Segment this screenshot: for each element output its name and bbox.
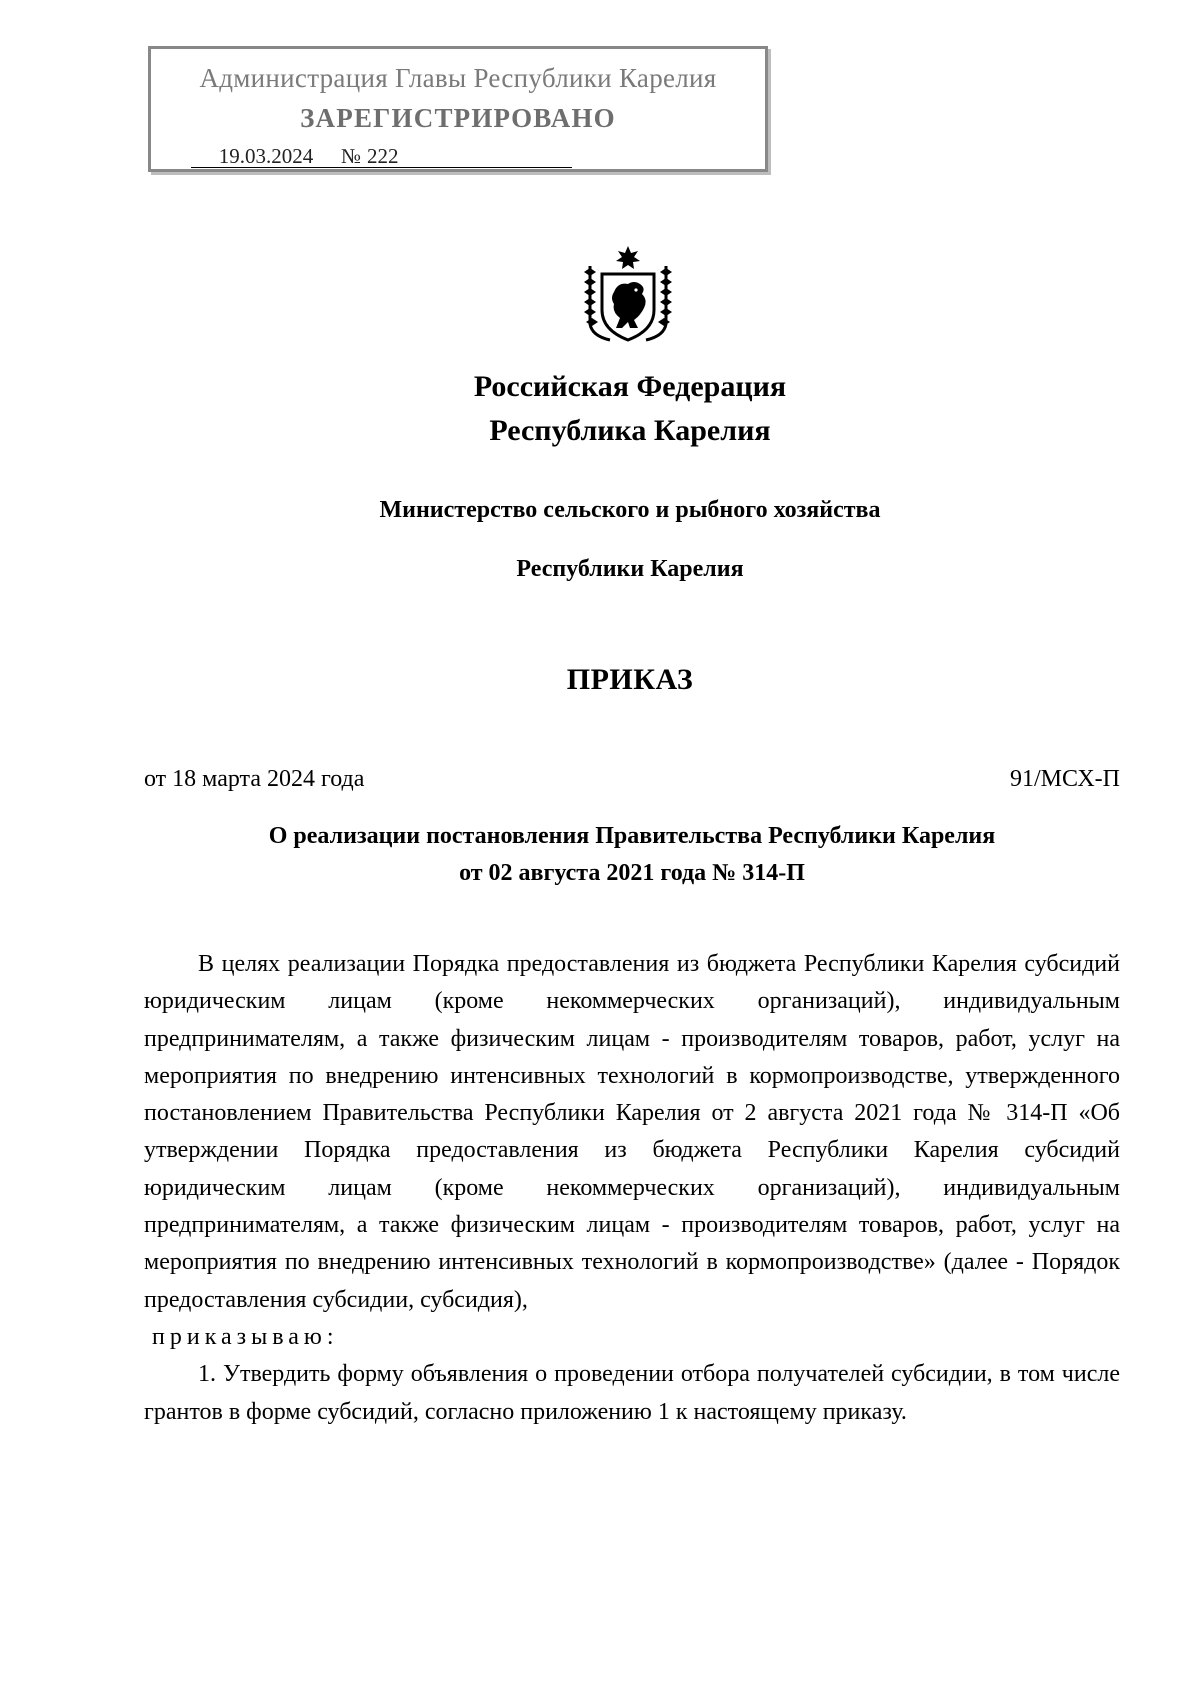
stamp-date: 19.03.2024 bbox=[191, 145, 341, 168]
stamp-authority: Администрация Главы Республики Карелия bbox=[199, 63, 717, 93]
header-ministry: Министерство сельского и рыбного хозяйства bbox=[379, 497, 881, 523]
order-number: 91/МСХ-П bbox=[1009, 766, 1120, 792]
document-body bbox=[144, 946, 1120, 1431]
stamp-registration-line bbox=[191, 143, 572, 168]
header-ministry-republic: Республики Карелия bbox=[516, 556, 744, 582]
stamp-number-label: № bbox=[341, 145, 367, 168]
order-date: от 18 марта 2024 года bbox=[144, 766, 365, 792]
registration-stamp bbox=[148, 46, 768, 172]
order-date-line bbox=[144, 766, 1120, 793]
decree-word: приказываю: bbox=[152, 1323, 339, 1350]
order-item-1: 1. Утвердить форму объявления о проведении отбора получателей субсидии, в том числе грантов в форме субсидий, согласно приложению 1 к настоящему приказу. bbox=[144, 1361, 1120, 1425]
stamp-number: 222 bbox=[367, 145, 572, 168]
subject-line-1: О реализации постановления Правительства Республики Карелия bbox=[268, 823, 996, 849]
preamble-paragraph: В целях реализации Порядка предоставления из бюджета Республики Карелия субсидий юридическим лицам (кроме некоммерческих организаций), индивидуальным предпринимателям, а также физическим лицам - производителям товаров, работ, услуг на мероприятия по внедрению интенсивных технологий в кормопроизводстве, утвержденного постановлением Правительства Республики Карелия от 2 августа 2021 года № 314-П «Об утверждении Порядка предоставления из бюджета Республики Карелия субсидий юридическим лицам (кроме некоммерческих организаций), индивидуальным предпринимателям, а также физическим лицам - производителям товаров, работ, услуг на мероприятия по внедрению интенсивных технологий в кормопроизводстве» (далее - Порядок предоставления субсидии, субсидия), bbox=[144, 951, 1120, 1313]
header-country: Российская Федерация bbox=[473, 370, 787, 403]
stamp-registered: ЗАРЕГИСТРИРОВАНО bbox=[300, 103, 616, 133]
karelia-coat-of-arms-icon bbox=[580, 244, 676, 344]
subject-line-2: от 02 августа 2021 года № 314-П bbox=[459, 860, 805, 886]
document-type-title: ПРИКАЗ bbox=[566, 663, 694, 696]
header-republic: Республика Карелия bbox=[489, 414, 771, 447]
